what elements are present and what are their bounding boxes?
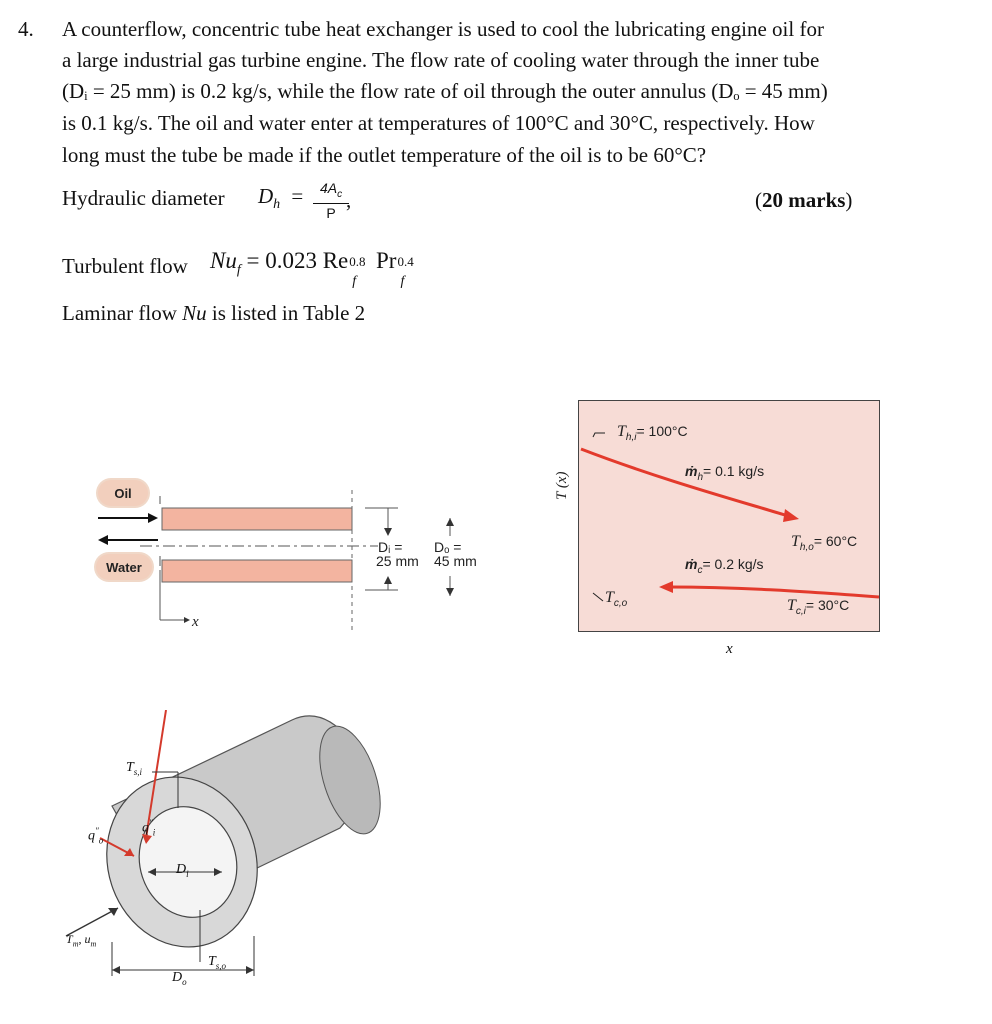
x-axis-arrow <box>184 617 190 623</box>
tsi-label <box>126 760 142 777</box>
di-arrow-bottom <box>384 576 392 584</box>
tc-in-sym: T <box>787 597 796 614</box>
qo-sym: q <box>88 828 95 844</box>
re-exponent: 0.8 <box>349 254 366 269</box>
question-line-5: long must the tube be made if the outlet temperature of the oil is to be 60°C? <box>62 143 707 167</box>
tc-out-sym: T <box>605 589 614 606</box>
oil-label: Oil <box>98 480 148 506</box>
tc-in-sub: c,i <box>795 605 806 617</box>
x-label: x <box>192 614 199 630</box>
mc-sym: ṁ <box>685 556 698 572</box>
th-in-sym: T <box>617 423 626 440</box>
th-out-label <box>791 533 857 553</box>
tsi-sym: T <box>126 760 134 775</box>
question-number: 4. <box>18 17 34 41</box>
cold-fluid-curve <box>669 587 879 597</box>
th-out-sub: h,o <box>799 541 814 553</box>
pr-sub: f <box>400 274 405 289</box>
qo-sub: o <box>98 835 104 846</box>
mh-sub: h <box>697 471 704 483</box>
question-line-2: a large industrial gas turbine engine. The flow rate of cooling water through the inner tube <box>62 48 820 72</box>
water-arrow-head <box>98 535 108 545</box>
th-out-val: = 60°C <box>813 533 858 549</box>
marks-close: ) <box>845 188 853 212</box>
tc-in-val: = 30°C <box>805 597 850 613</box>
mh-label <box>685 463 764 483</box>
th-in-leader <box>593 433 605 437</box>
do-label: Dₒ = <box>434 539 462 555</box>
hydraulic-diameter-formula <box>258 184 303 213</box>
di-arrow-top <box>384 528 392 536</box>
question-line-4: is 0.1 kg/s. The oil and water enter at temperatures of 100°C and 30°C, respectively. How <box>62 111 815 135</box>
laminar-pre: Laminar flow <box>62 301 183 325</box>
nu-sub: f <box>236 262 241 278</box>
water-label: Water <box>96 554 152 580</box>
do-dim-arrow-right <box>246 966 254 974</box>
th-in-label <box>617 423 688 443</box>
hydraulic-comma: , <box>346 188 352 212</box>
th-out-sym: T <box>791 533 800 550</box>
tm-sym: T <box>66 932 73 946</box>
pr-symbol: Pr <box>376 248 397 273</box>
tube-diagram <box>60 710 400 1010</box>
tm-um-label: $T_m$, $u_m$ <box>66 932 97 949</box>
tsi-sub: s,i <box>133 766 143 777</box>
do-dim-arrow-left <box>112 966 120 974</box>
di-tube-label <box>176 862 189 879</box>
y-axis-label: T (x) <box>554 471 570 500</box>
mc-val: = 0.2 kg/s <box>702 556 764 572</box>
do-tube-label <box>172 970 187 987</box>
um-sub: m <box>90 939 97 949</box>
th-in-sub: h,i <box>625 431 637 443</box>
qi-sym: q <box>142 820 149 836</box>
outer-annulus-bottom <box>162 560 352 582</box>
laminar-nu: Nu <box>182 301 207 325</box>
di-tube-sym: D <box>176 862 187 877</box>
qi-sub: i <box>152 827 156 838</box>
oil-arrow-head <box>148 513 158 523</box>
mc-label <box>685 556 764 576</box>
hydraulic-fraction <box>313 180 352 222</box>
hydraulic-diameter-label: Hydraulic diameter <box>62 186 225 210</box>
tm-sub: m <box>72 939 79 949</box>
question-line-3: (Dᵢ = 25 mm) is 0.2 kg/s, while the flow rate of oil through the outer annulus (Dₒ = 45 mm) <box>62 79 828 103</box>
hydraulic-equals: = <box>291 184 304 208</box>
hydraulic-numerator: 4A <box>319 180 338 196</box>
question-line-1: A counterflow, concentric tube heat exchanger is used to cool the lubricating engine oil for <box>62 17 824 41</box>
tc-in-label <box>787 597 849 617</box>
do-tube-sub: o <box>182 976 187 987</box>
cold-fluid-arrow <box>659 581 673 593</box>
turbulent-label: Turbulent flow <box>62 254 188 278</box>
hydraulic-numerator-sub: c <box>337 188 343 200</box>
tc-out-label <box>605 589 627 609</box>
mh-sym: ṁ <box>685 463 698 479</box>
tso-sub: s,o <box>215 960 227 971</box>
qo-label <box>88 826 103 845</box>
do-arrow-bottom <box>446 588 454 596</box>
th-in-val: = 100°C <box>636 423 688 439</box>
turbulent-formula <box>210 248 418 289</box>
temperature-chart <box>578 400 880 632</box>
do-arrow-top <box>446 518 454 526</box>
qi-sup: ″ <box>149 818 153 828</box>
re-sub: f <box>352 274 357 289</box>
laminar-post: is listed in Table 2 <box>206 301 366 325</box>
hot-fluid-arrow <box>783 509 799 522</box>
di-tube-sub: i <box>186 868 189 879</box>
tc-out-leader <box>593 593 603 601</box>
qo-sup: ″ <box>95 826 99 836</box>
tso-sym: T <box>208 954 216 969</box>
tc-out-sub: c,o <box>613 597 628 609</box>
hydraulic-symbol-sub: h <box>273 197 281 213</box>
chart-x-label: x <box>726 641 733 657</box>
hydraulic-symbol: D <box>258 184 274 208</box>
turbulent-rhs: = 0.023 Re <box>246 248 349 273</box>
marks-label <box>755 185 852 216</box>
di-value: 25 mm <box>376 553 419 569</box>
laminar-line <box>62 298 365 329</box>
tso-label <box>208 954 226 971</box>
mc-sub: c <box>697 564 703 576</box>
hydraulic-denominator: P <box>326 204 336 221</box>
marks-value: 20 marks <box>762 188 846 212</box>
mh-val: = 0.1 kg/s <box>703 463 765 479</box>
nu-symbol: Nu <box>210 248 237 273</box>
do-value: 45 mm <box>434 553 477 569</box>
um-sym: u <box>84 932 91 946</box>
do-tube-sym: D <box>172 970 183 985</box>
pr-exponent: 0.4 <box>397 254 414 269</box>
outer-annulus-top <box>162 508 352 530</box>
marks-open: ( <box>755 188 762 212</box>
qi-label <box>142 818 155 837</box>
di-label: Dᵢ = <box>378 539 403 555</box>
